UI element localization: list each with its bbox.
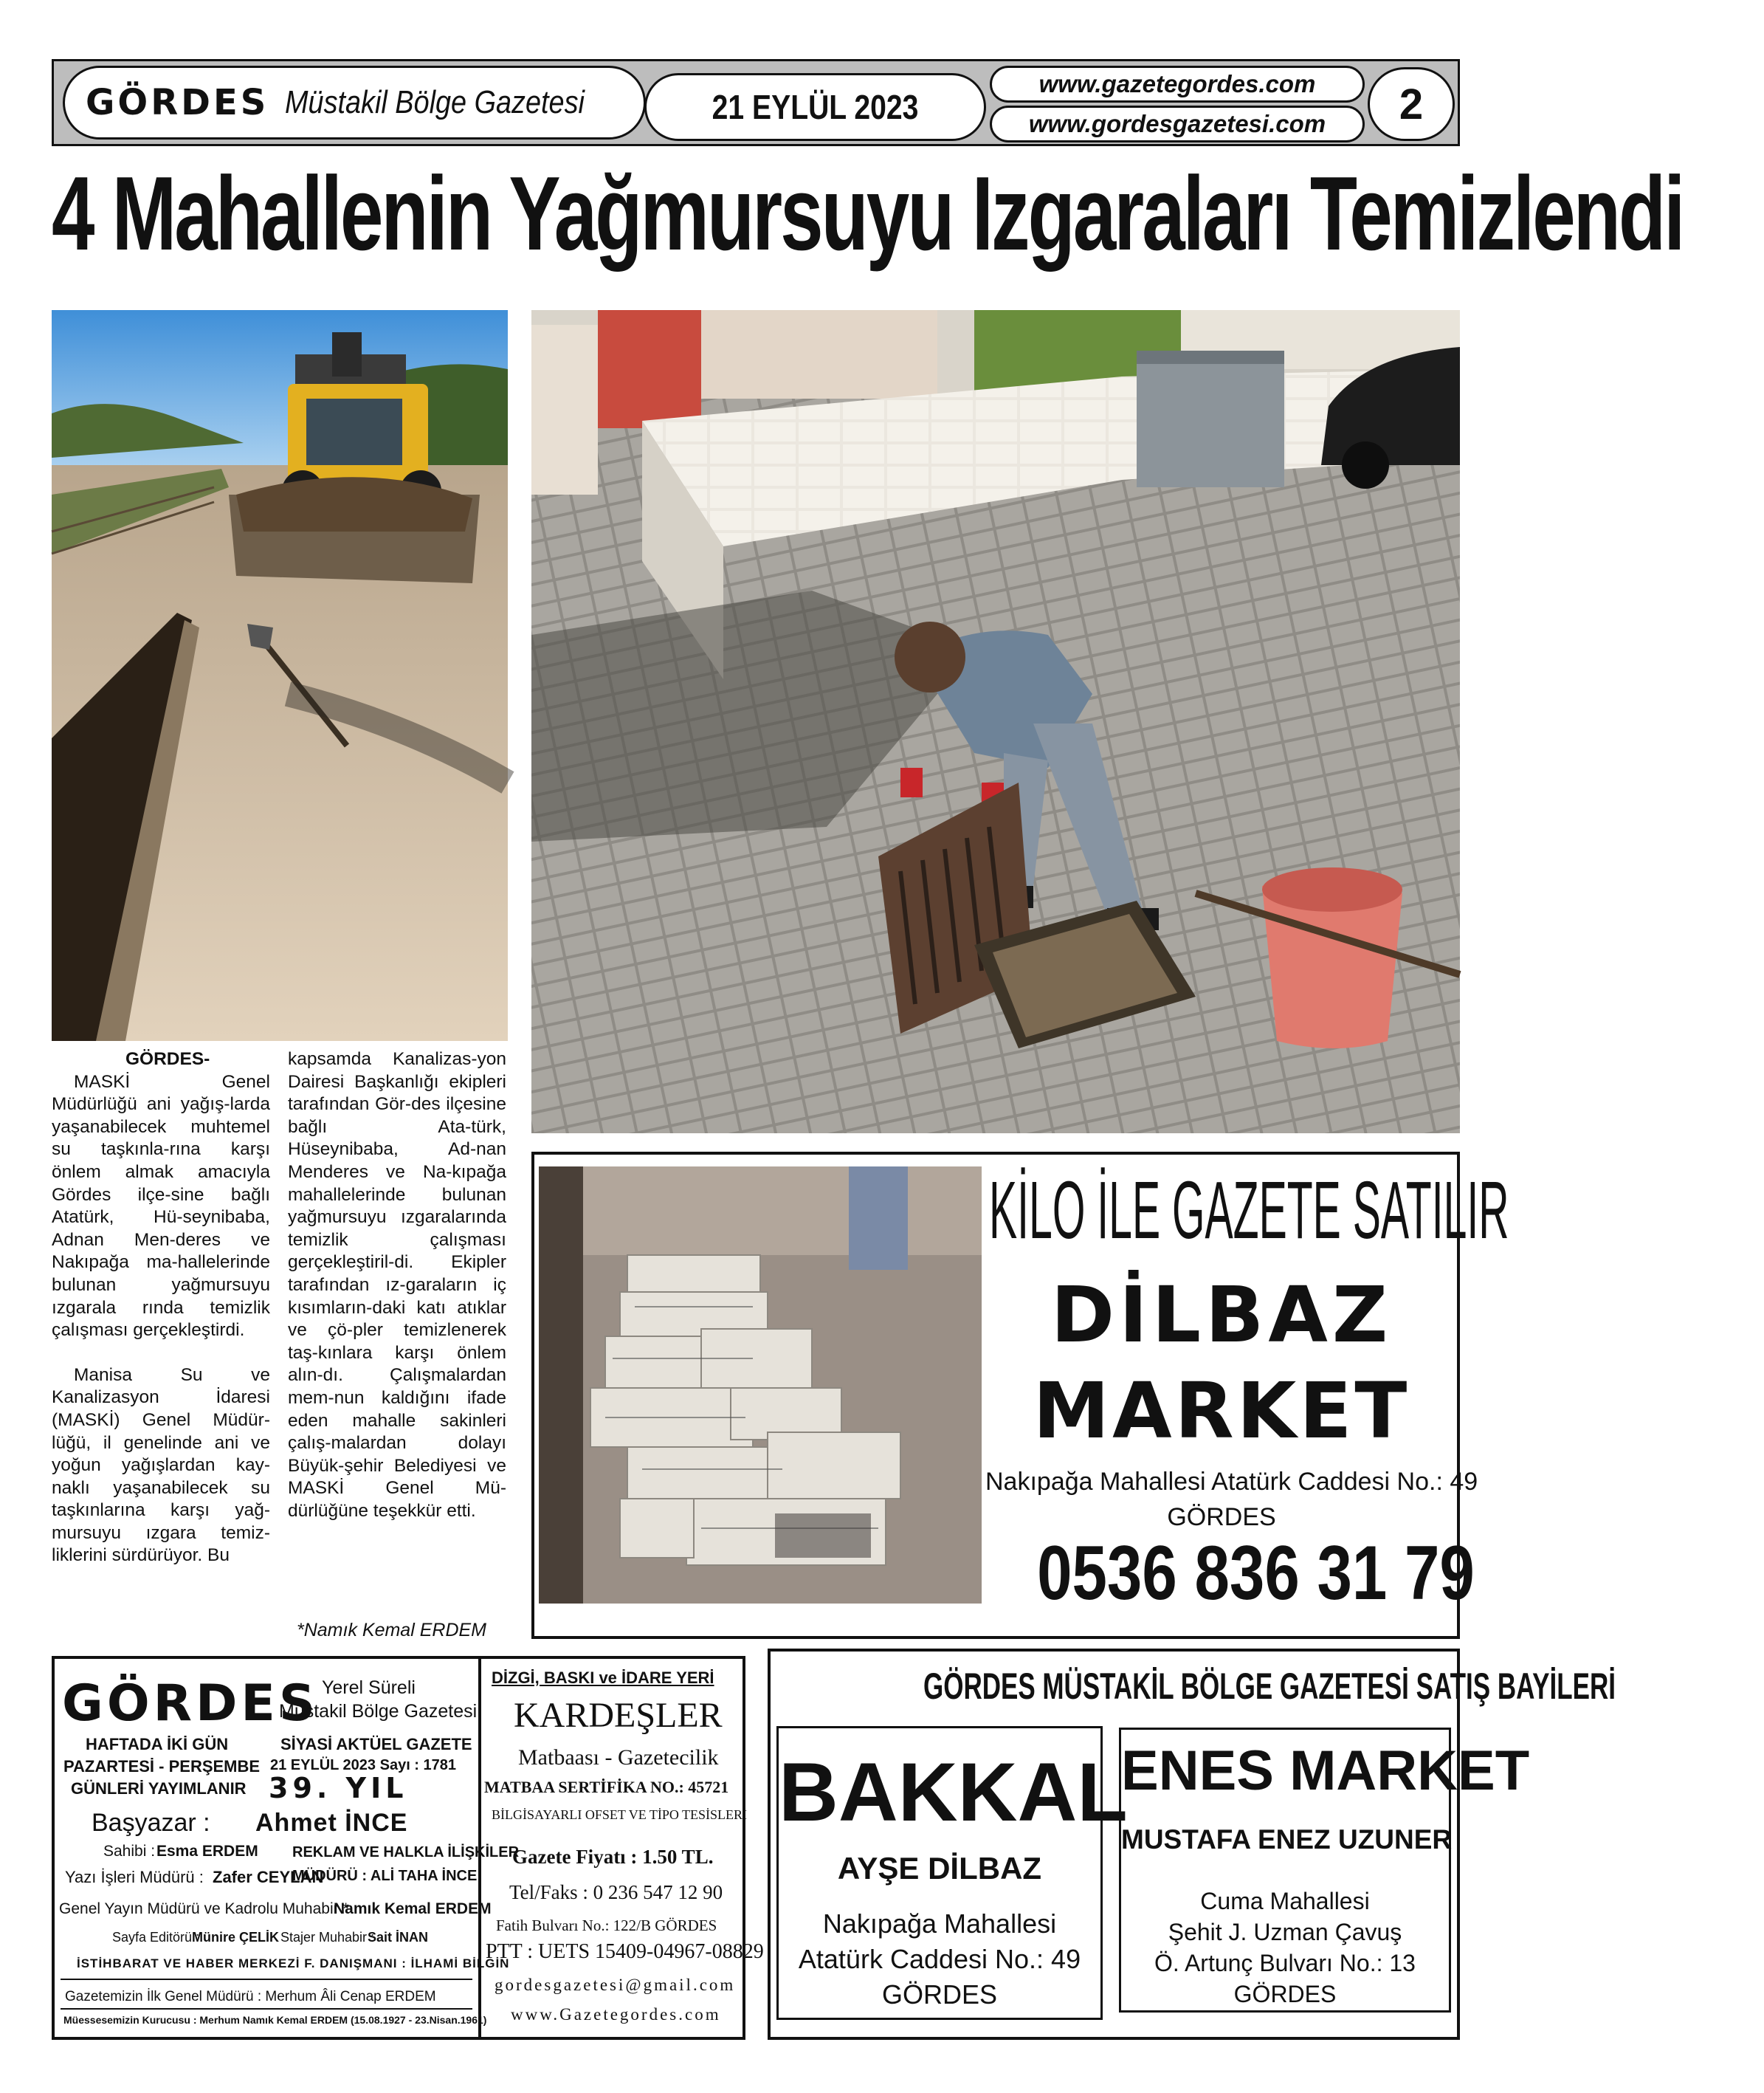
imprint-frequency-1: HAFTADA İKİ GÜN: [86, 1735, 229, 1753]
imprint-address: Fatih Bulvarı No.: 122/B GÖRDES: [496, 1917, 717, 1934]
imprint-intel: İSTİHBARAT VE HABER MERKEZİ F. DANIŞMANI : İLHAMİ BİLGİN: [77, 1956, 510, 1970]
dealer-2-owner: MUSTAFA ENEZ UZUNER: [1121, 1824, 1453, 1855]
dealer-card-enes-market: [1119, 1728, 1530, 2013]
imprint-issue: 21 EYLÜL 2023 Sayı : 1781: [270, 1757, 457, 1773]
dealer-card-bakkal: [776, 1726, 1128, 2020]
headline: 4 Mahallenin Yağmursuyu Izgaraları Temizlendi: [52, 155, 1684, 272]
dealer-2-address-2: Şehit J. Uzman Çavuş: [1168, 1919, 1402, 1945]
brand-subtitle: Müstakil Bölge Gazetesi: [285, 84, 585, 120]
ad-store-name-line-1: DİLBAZ: [1050, 1270, 1393, 1360]
imprint-email[interactable]: gordesgazetesi@gmail.com: [495, 1976, 736, 1994]
article-column-1: [52, 1048, 270, 1567]
imprint-facilities: BİLGİSAYARLI OFSET VE TİPO TESİSLERİ: [492, 1807, 748, 1822]
imprint-frequency-3: GÜNLERİ YAYIMLANIR: [71, 1779, 247, 1798]
imprint-writing: Zafer CEYLAN: [213, 1868, 324, 1886]
imprint-page-editor: Münire ÇELİK: [192, 1930, 280, 1945]
imprint-year: 39. YIL: [269, 1772, 408, 1804]
imprint-editor: Ahmet İNCE: [255, 1809, 408, 1837]
issue-date: 21 EYLÜL 2023: [644, 73, 986, 141]
imprint-print-title: DİZGİ, BASKI ve İDARE YERİ: [492, 1668, 714, 1687]
imprint-intern: Sait İNAN: [368, 1930, 429, 1945]
imprint-page-editor-label: Sayfa Editörü :: [112, 1930, 200, 1945]
newspaper-stacks-photo: [539, 1166, 982, 1604]
article-column-2: [288, 1048, 506, 1522]
imprint-local-2: Müstakil Bölge Gazetesi: [279, 1701, 478, 1722]
website-link-1[interactable]: www.gazetegordes.com: [990, 66, 1365, 103]
imprint-site[interactable]: www.Gazetegordes.com: [511, 2005, 721, 2024]
imprint-ptt: PTT : UETS 15409-04967-08829: [486, 1940, 764, 1963]
imprint-type: SİYASİ AKTÜEL GAZETE: [280, 1735, 472, 1753]
ad-phone: 0536 836 31 79: [1037, 1530, 1475, 1616]
imprint-editor-label: Başyazar :: [92, 1809, 210, 1837]
article-paragraph-2: Manisa Su ve Kanalizasyon İdaresi (MASKİ) Genel Müdür-lüğü, il genelinde ani ve yoğun yağışlardan kay-naklı yaşanabilecek su taşkınlarına karşı yağ-mursuyu ızgara temiz-liklerini sürdürüyor. Bu: [52, 1364, 270, 1566]
article-paragraph-1: MASKİ Genel Müdürlüğü ani yağış-larda yaşanabilecek muhtemel su taşkınla-rına karşı önlem almak amacıyla Gördes ilçe-sine bağlı Atatürk, Hü-seynibaba, Adnan Men-deres ve Nakıpağa ma-hallelerinde bulunan yağmursuyu ızgarala rında temizlik çalışması gerçekleştirdi.: [52, 1071, 270, 1341]
website-link-2[interactable]: www.gordesgazetesi.com: [990, 106, 1365, 142]
imprint-owner-label: Sahibi :: [103, 1843, 156, 1860]
imprint-frequency-2: PAZARTESİ - PERŞEMBE: [63, 1757, 261, 1776]
imprint-press-sub: Matbaası - Gazetecilik: [518, 1745, 719, 1770]
imprint-first-gm: Gazetemizin İlk Genel Müdürü : Merhum Âli Cenap ERDEM: [65, 1989, 436, 2004]
imprint-cert: MATBAA SERTİFİKA NO.: 45721: [484, 1778, 729, 1796]
brand-name: GÖRDES: [86, 82, 269, 123]
dealer-2-address-3: Ö. Artunç Bulvarı No.: 13: [1154, 1950, 1416, 1976]
dateline: GÖRDES-: [125, 1049, 210, 1069]
ad-town: GÖRDES: [1167, 1503, 1276, 1531]
dealer-1-address-2: Atatürk Caddesi No.: 49: [798, 1944, 1081, 1974]
imprint-local-1: Yerel Süreli: [322, 1677, 416, 1698]
imprint-logo: GÖRDES: [62, 1674, 319, 1733]
imprint-ads-manager: MÜDÜRÜ : ALİ TAHA İNCE: [292, 1868, 478, 1884]
imprint-owner: Esma ERDEM: [156, 1843, 258, 1860]
dealers-title: GÖRDES MÜSTAKİL BÖLGE GAZETESİ SATIŞ BAYİLERİ: [923, 1666, 1616, 1707]
masthead: [52, 59, 1460, 146]
dealer-2-name: ENES MARKET: [1121, 1739, 1530, 1802]
imprint-rule: [61, 1979, 472, 1980]
backhoe-photo: [52, 310, 508, 1041]
imprint-general: Namık Kemal ERDEM: [334, 1900, 492, 1917]
ad-address: Nakıpağa Mahallesi Atatürk Caddesi No.: 49: [985, 1468, 1478, 1496]
dealer-1-owner: AYŞE DİLBAZ: [837, 1851, 1042, 1886]
page-number: 2: [1368, 67, 1455, 141]
dealer-1-address-1: Nakıpağa Mahallesi: [822, 1908, 1057, 1939]
brand-pill: [63, 66, 646, 140]
imprint-price: Gazete Fiyatı : 1.50 TL.: [512, 1846, 714, 1868]
imprint-founder: Müessesemizin Kurucusu : Merhum Namık Kemal ERDEM (15.08.1927 - 23.Nisan.1961): [63, 2014, 487, 2026]
byline: *Namık Kemal ERDEM: [297, 1620, 486, 1640]
ad-store-name-line-2: MARKET: [1033, 1366, 1410, 1456]
worker-cleaning-grate-photo: [531, 310, 1460, 1133]
imprint-rule-2: [61, 2008, 472, 2010]
imprint-ads-label: REKLAM VE HALKLA İLİŞKİLER: [292, 1844, 520, 1860]
dealer-2-address-1: Cuma Mahallesi: [1200, 1888, 1370, 1914]
imprint-writing-label: Yazı İşleri Müdürü :: [65, 1868, 204, 1886]
imprint-tel: Tel/Faks : 0 236 547 12 90: [509, 1881, 723, 1903]
imprint-intern-label: Stajer Muhabir :: [280, 1930, 375, 1945]
ad-slogan: KİLO İLE GAZETE SATILIR: [989, 1165, 1509, 1256]
dealer-2-address-4: GÖRDES: [1233, 1981, 1337, 2007]
dealer-1-name: BAKKAL: [779, 1746, 1128, 1838]
imprint-press-name: KARDEŞLER: [514, 1696, 723, 1735]
imprint-general-label: Genel Yayın Müdürü ve Kadrolu Muhabir * :: [59, 1900, 358, 1917]
dealer-1-address-3: GÖRDES: [881, 1979, 998, 2010]
article-paragraph-3: kapsamda Kanalizas-yon Dairesi Başkanlığı ekipleri tarafından Gör-des ilçesine bağlı Ata-türk, Hüseynibaba, Ad-nan Menderes ve Na-kıpağa mahallelerinde bulunan yağmursuyu ızgaralarında temizlik çalışması gerçekleştiril-di. Ekipler tarafından ız-garaların iç kısımların-daki katı atıklar ve çö-pler temizlenerek taş-kınlara karşı önlem alın-dı. Çalışmalardan mem-nun kaldığını ifade eden mahalle sakinleri çalış-malardan dolayı Büyük-şehir Belediyesi ve MASKİ Genel Mü-dürlüğüne teşekkür etti.: [288, 1049, 506, 1521]
